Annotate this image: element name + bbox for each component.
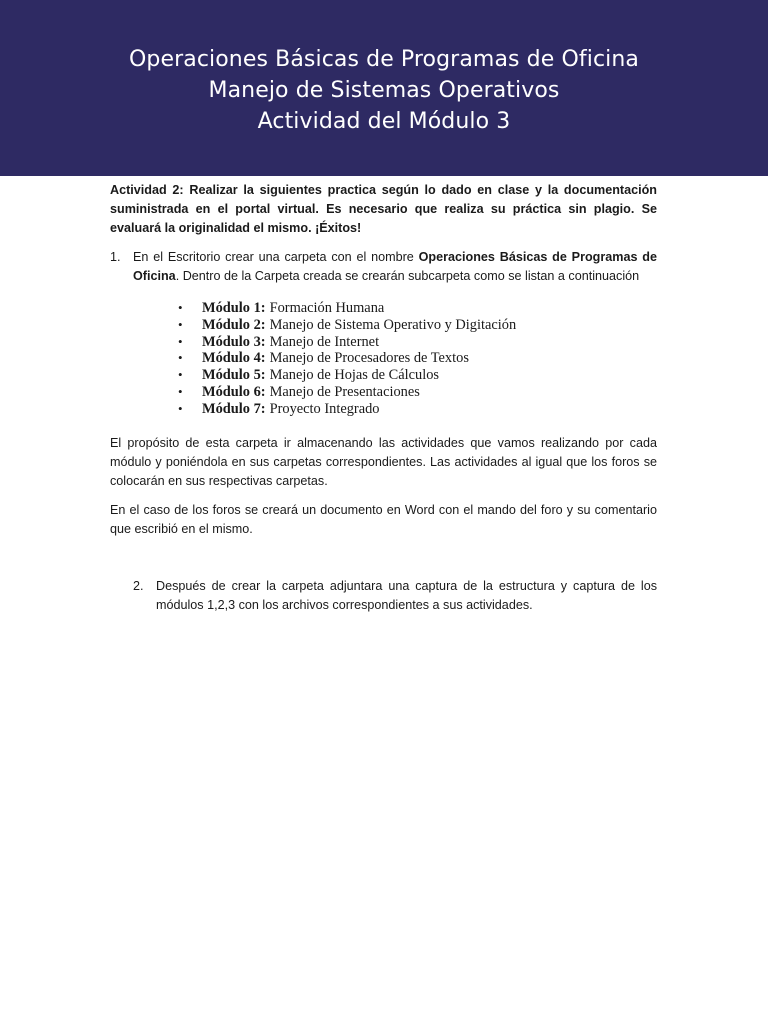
list-item (178, 300, 657, 317)
module-name: Manejo de Internet (269, 333, 380, 350)
numbered-item-2 (133, 577, 657, 615)
item-text: Después de crear la carpeta adjuntara una captura de la estructura y captura de los módulos 1,2,3 con los archivos correspondientes a sus actividades. (156, 578, 657, 612)
activity-intro: Actividad 2: Realizar la siguientes practica según lo dado en clase y la documentación suministrada en el portal virtual. Es necesario que realiza su práctica sin plagio. Se evaluará la originalidad el mismo. ¡Éxitos! (110, 183, 657, 235)
document-body (110, 181, 657, 615)
document-header (0, 0, 768, 176)
module-name: Manejo de Hojas de Cálculos (269, 367, 440, 384)
header-title-line-3: Actividad del Módulo 3 (257, 109, 511, 134)
module-label: Módulo 7: (202, 400, 266, 417)
module-label: Módulo 4: (202, 350, 266, 367)
header-title-line-1: Operaciones Básicas de Programas de Oficina (129, 47, 639, 72)
list-item (178, 367, 657, 384)
module-label: Módulo 2: (202, 316, 266, 333)
module-name: Manejo de Presentaciones (269, 383, 420, 400)
bullet-icon: • (178, 350, 183, 366)
bullet-icon: • (178, 383, 183, 399)
folder-name: Operaciones Básicas de Programas de Oficina (133, 250, 657, 283)
module-label: Módulo 5: (202, 367, 266, 384)
item-text-part: . Dentro de la Carpeta creada se crearán subcarpeta como se listan a continuación (175, 269, 640, 283)
bullet-icon: • (178, 400, 183, 416)
numbered-item-1 (110, 248, 657, 286)
list-item (178, 334, 657, 351)
bullet-icon: • (178, 333, 183, 349)
module-label: Módulo 1: (202, 300, 266, 316)
module-name: Manejo de Sistema Operativo y Digitación (269, 316, 517, 333)
header-title-block (0, 44, 768, 137)
list-item (178, 384, 657, 401)
bullet-icon: • (178, 300, 183, 315)
header-title-line-2: Manejo de Sistemas Operativos (208, 78, 560, 103)
bullet-icon: • (178, 316, 183, 332)
module-name: Proyecto Integrado (269, 400, 380, 417)
spacer (110, 539, 657, 577)
module-name: Formación Humana (269, 300, 385, 316)
module-label: Módulo 6: (202, 383, 266, 400)
module-name: Manejo de Procesadores de Textos (269, 350, 469, 367)
item-number: 2. (133, 578, 144, 593)
list-item (178, 350, 657, 367)
module-label: Módulo 3: (202, 333, 266, 350)
item-text (133, 248, 657, 286)
bullet-icon: • (178, 367, 183, 383)
list-item (178, 317, 657, 334)
item-text-part: En el Escritorio crear una carpeta con el nombre (133, 250, 419, 264)
item-number: 1. (110, 250, 121, 264)
list-item (178, 401, 657, 418)
purpose-paragraph: El propósito de esta carpeta ir almacenando las actividades que vamos realizando por cada módulo y poniéndola en sus carpetas correspondientes. Las actividades al igual que los foros se colocarán en sus respectivas carpetas. (110, 435, 657, 488)
forums-paragraph: En el caso de los foros se creará un documento en Word con el mando del foro y su comentario que escribió en el mismo. (110, 502, 657, 536)
module-list (110, 300, 657, 418)
